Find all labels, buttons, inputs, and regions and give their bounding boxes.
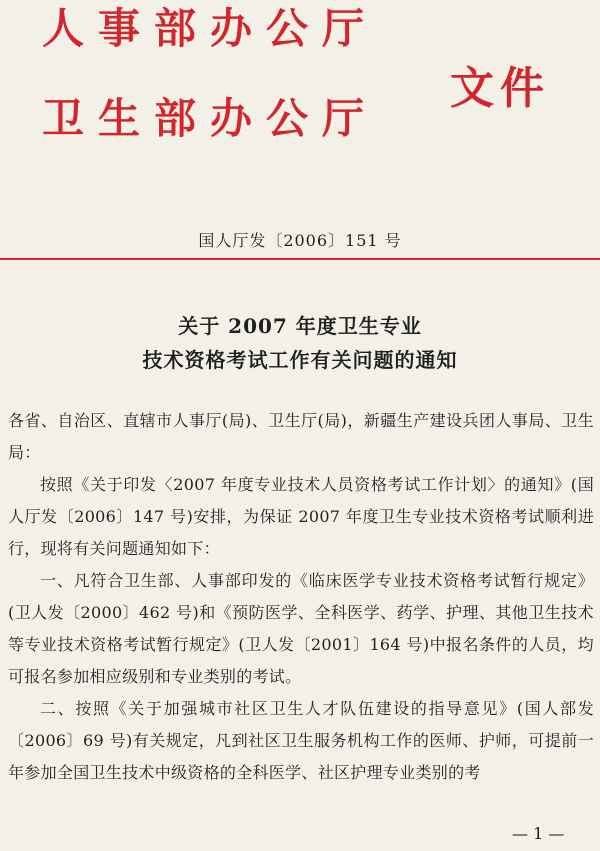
paragraph-3: 二、按照《关于加强城市社区卫生人才队伍建设的指导意见》(国人部发〔2006〕69 号)有关规定，凡到社区卫生服务机构工作的医师、护师，可提前一年参加全国卫生技术中级资格的全科医学、社区护理专业类别的考 xyxy=(8,699,594,782)
paragraph-2: 一、凡符合卫生部、人事部印发的《临床医学专业技术资格考试暂行规定》(卫人发〔2000〕462 号)和《预防医学、全科医学、药学、护理、其他卫生技术等专业技术资格考试暂行规定》(卫人发〔2001〕164 号)中报名条件的人员，均可报名参加相应级别和专业类别的考试。 xyxy=(8,571,594,686)
letterhead-org-personnel: 人事部办公厅 xyxy=(42,4,379,53)
document-number: 国人厅发〔2006〕151 号 xyxy=(198,231,402,250)
letterhead-org-health: 卫生部办公厅 xyxy=(42,94,379,143)
red-divider xyxy=(0,258,600,260)
document-body xyxy=(8,405,594,789)
title-line-1: 关于 2007 年度卫生专业 xyxy=(178,314,422,338)
addressee: 各省、自治区、直辖市人事厅(局)、卫生厅(局)，新疆生产建设兵团人事局、卫生局： xyxy=(8,411,594,462)
page-number: — 1 — xyxy=(512,824,565,843)
paragraph-1: 按照《关于印发〈2007 年度专业技术人员资格考试工作计划〉的通知》(国人厅发〔2006〕147 号)安排，为保证 2007 年度卫生专业技术资格考试顺利进行，现将有关问题通知如下： xyxy=(8,475,594,558)
title-line-2: 技术资格考试工作有关问题的通知 xyxy=(142,348,458,372)
letterhead-doc-type: 文件 xyxy=(450,63,550,114)
